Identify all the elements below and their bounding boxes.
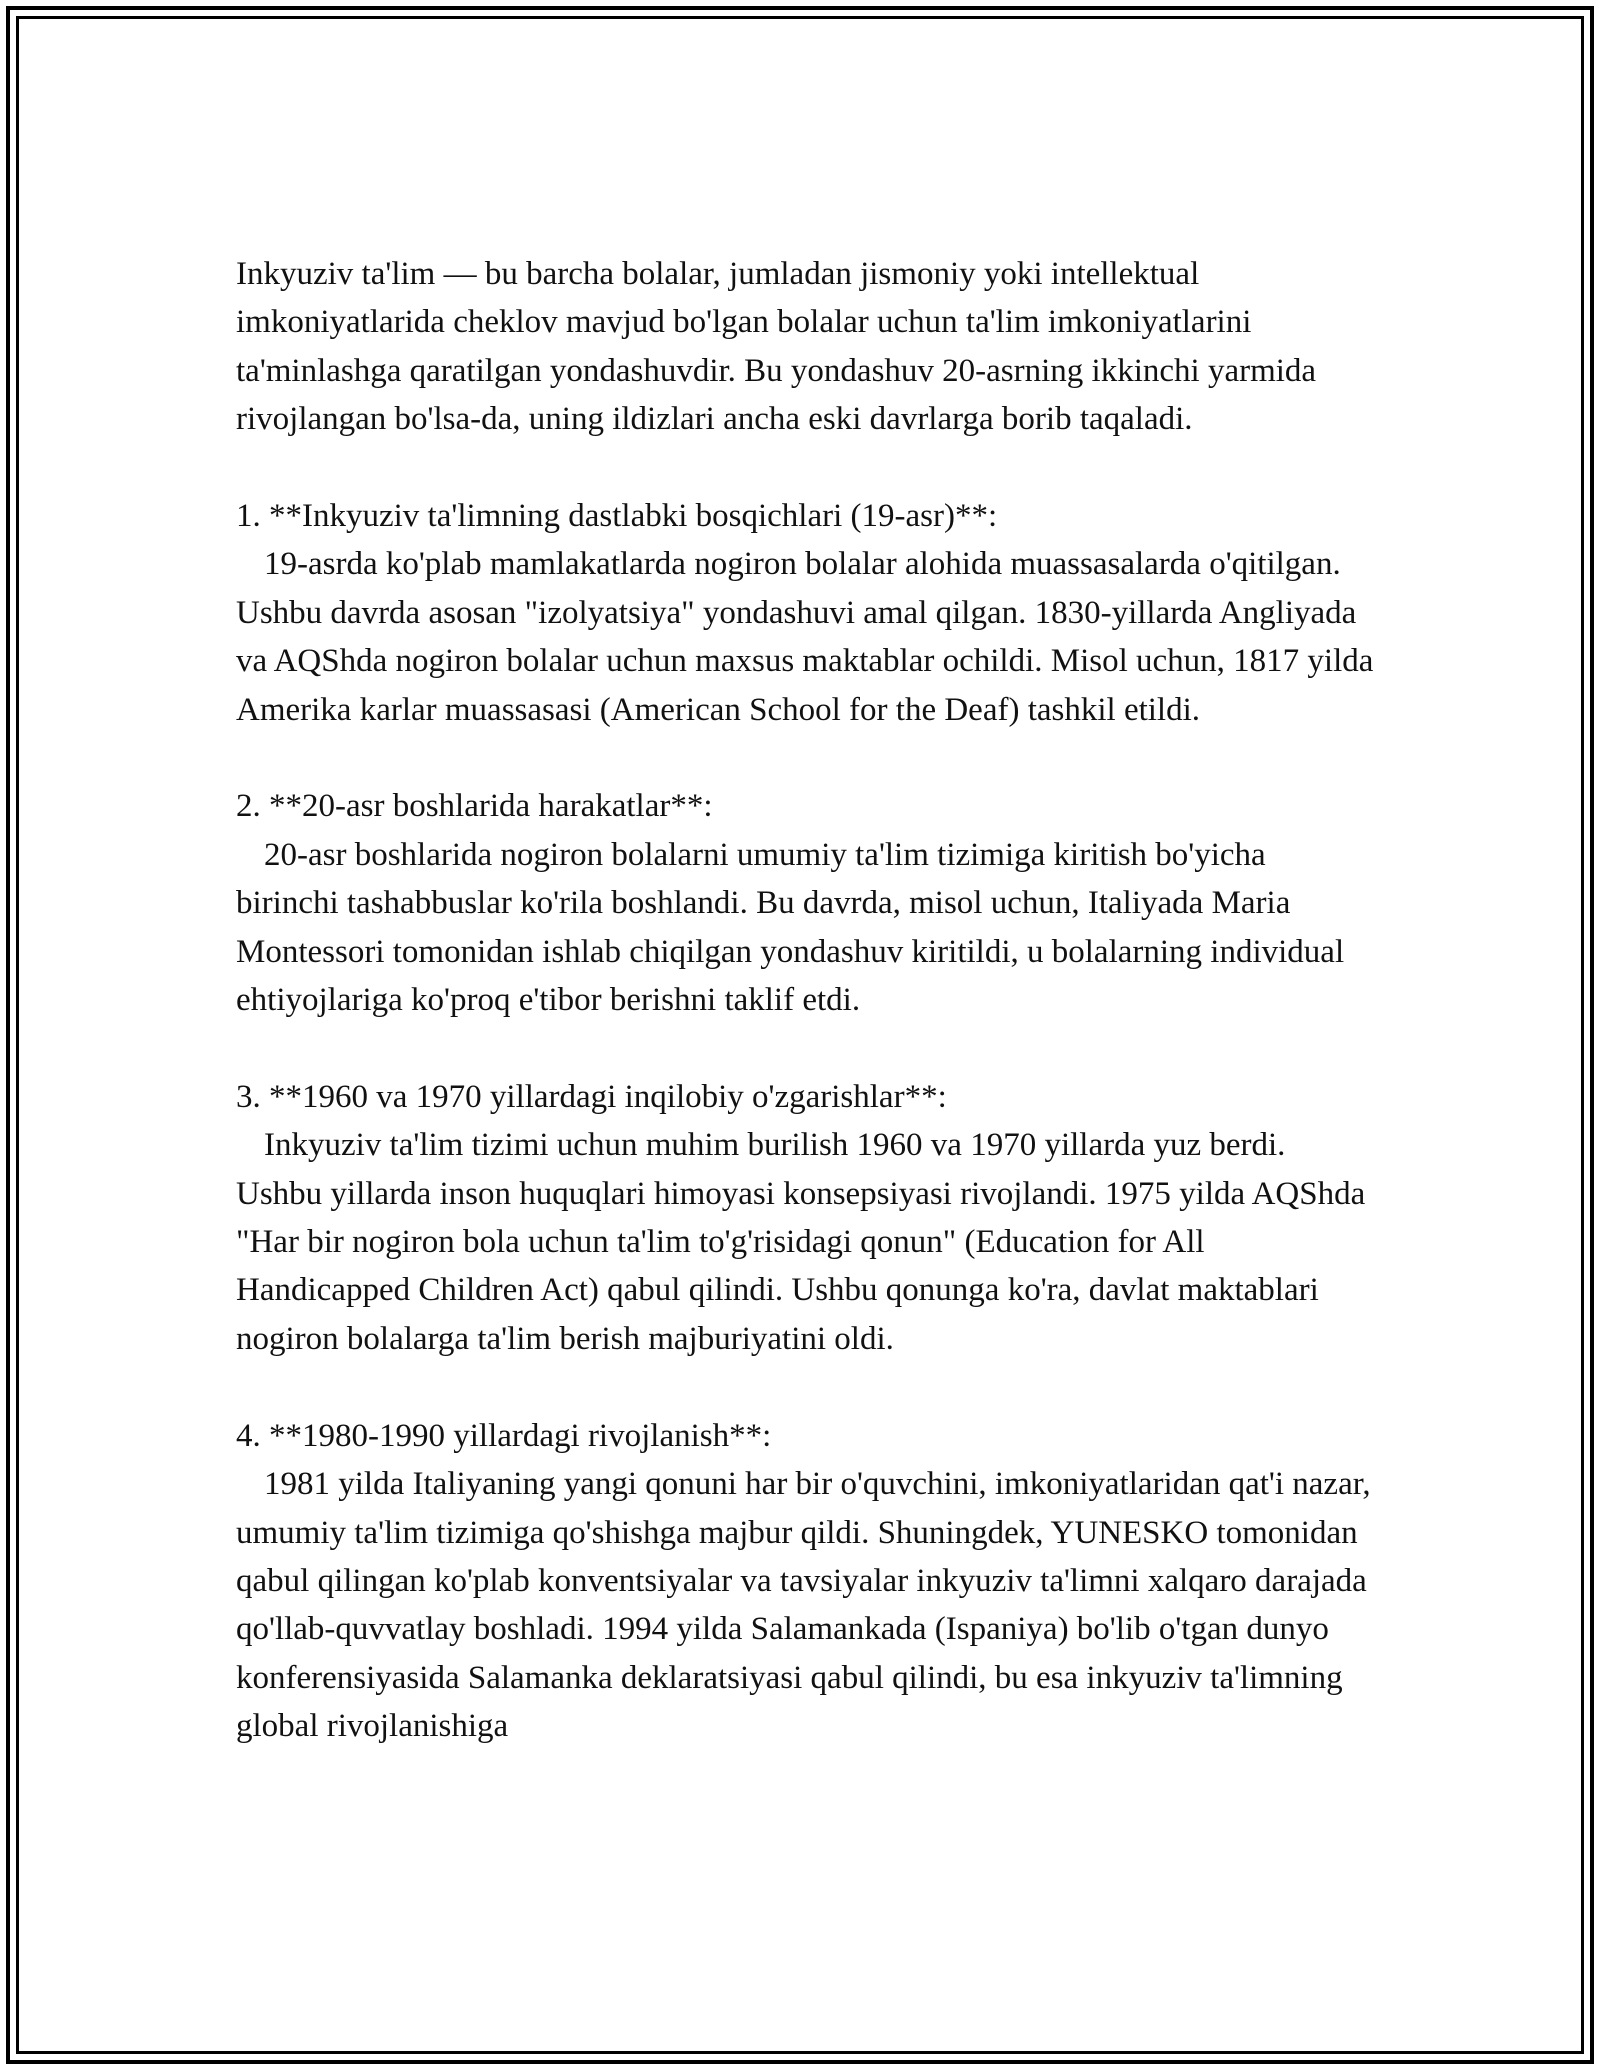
section-3-heading: 3. **1960 va 1970 yillardagi inqilobiy o'zgarishlar**: [236,1078,947,1115]
intro-paragraph: Inkyuziv ta'lim — bu barcha bolalar, jumladan jismoniy yoki intellektual imkoniyatlarida cheklov mavjud bo'lgan bolalar uchun ta'lim imkoniyatlarini ta'minlashga qaratilgan yondashuvdir. Bu yondashuv 20-asrning ikkinchi yarmida rivojlangan bo'lsa-da, uning ildizlari ancha eski davrlarga borib taqaladi. [236,256,1325,438]
section-4-body [236,1460,1379,1750]
paragraph-gap [236,1363,1376,1411]
section-2-body-text: 20-asr boshlarida nogiron bolalarni umumiy ta'lim tizimiga kiritish bo'yicha birinchi tashabbuslar ko'rila boshlandi. Bu davrda, misol uchun, Italiyada Maria Montessori tomonidan ishlab chiqilgan yondashuv kiritildi, u bolalarning individual ehtiyojlariga ko'proq e'tibor berishni taklif etdi. [236,836,1353,1019]
paragraph-gap [236,734,1376,782]
section-2-heading: 2. **20-asr boshlarida harakatlar**: [236,788,713,825]
section-1-body [236,540,1380,734]
section-3-body [236,1121,1376,1363]
paragraph-gap [236,1024,1376,1072]
section-4-body-text: 1981 yilda Italiyaning yangi qonuni har bir o'quvchini, imkoniyatlaridan qat'i nazar, umumiy ta'lim tizimiga qo'shishga majbur qildi. Shuningdek, YUNESKO tomonidan qabul qilingan ko'plab konventsiyalar va tavsiyalar inkyuziv ta'limni xalqaro darajada qo'llab-quvvatlay boshladi. 1994 yilda Salamankada (Ispaniya) bo'lib o'tgan dunyo konferensiyasida Salamanka deklaratsiyasi qabul qilindi, bu esa inkyuziv ta'limning global rivojlanishiga [236,1466,1379,1745]
section-4-heading: 4. **1980-1990 yillardagi rivojlanish**: [236,1417,772,1454]
document-body [236,250,1380,1751]
section-3-body-text: Inkyuziv ta'lim tizimi uchun muhim burilish 1960 va 1970 yillarda yuz berdi. Ushbu yillarda inson huquqlari himoyasi konsepsiyasi rivojlandi. 1975 yilda AQShda "Har bir nogiron bola uchun ta'lim to'g'risidagi qonun" (Education for All Handicapped Children Act) qabul qilindi. Ushbu qonunga ko'ra, davlat maktablari nogiron bolalarga ta'lim berish majburiyatini oldi. [236,1127,1374,1357]
section-1-body-text: 19-asrda ko'plab mamlakatlarda nogiron bolalar alohida muassasalarda o'qitilgan. Ushbu davrda asosan "izolyatsiya" yondashuvi amal qilgan. 1830-yillarda Angliyada va AQShda nogiron bolalar uchun maxsus maktablar ochildi. Misol uchun, 1817 yilda Amerika karlar muassasasi (American School for the Deaf) tashkil etildi. [236,546,1380,728]
section-2-body [236,831,1376,1025]
paragraph-gap [236,444,1376,492]
section-1-heading: 1. **Inkyuziv ta'limning dastlabki bosqichlari (19-asr)**: [236,498,998,535]
